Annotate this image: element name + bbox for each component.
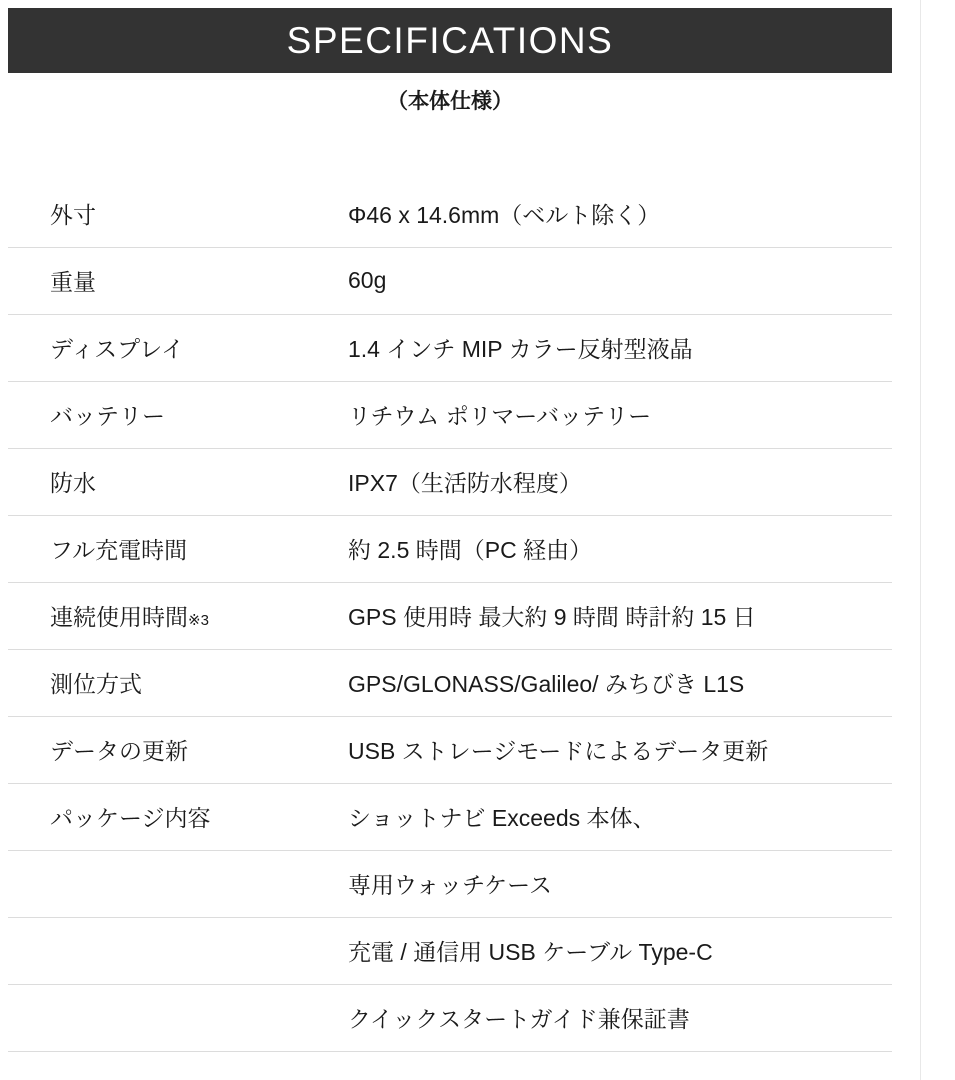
table-row: [8, 247, 892, 314]
table-row: [8, 515, 892, 582]
spec-value: 約 2.5 時間（PC 経由）: [348, 537, 593, 563]
spec-label-cell: [8, 515, 340, 582]
spec-label-cell: [8, 180, 340, 247]
spec-value: 60g: [348, 267, 387, 293]
spec-label-cell: [8, 917, 340, 984]
spec-value-cell: [340, 448, 892, 515]
page-title: SPECIFICATIONS: [286, 20, 614, 61]
spec-label: 防水: [50, 470, 96, 496]
spec-value: 専用ウォッチケース: [348, 872, 553, 898]
spec-label-note: ※3: [188, 612, 209, 629]
spec-value: USB ストレージモードによるデータ更新: [348, 738, 769, 764]
spec-value: ショットナビ Exceeds 本体、: [348, 805, 656, 831]
table-row: [8, 381, 892, 448]
spec-label-cell: [8, 381, 340, 448]
page-subtitle: （本体仕様）: [387, 90, 513, 113]
spec-label: データの更新: [50, 738, 188, 764]
specifications-header-banner: [8, 8, 892, 73]
spec-label: フル充電時間: [50, 537, 188, 563]
spec-label: 測位方式: [50, 671, 142, 697]
spec-value-cell: [340, 984, 892, 1051]
spec-label: 外寸: [50, 201, 96, 228]
spec-label-cell: [8, 448, 340, 515]
table-row: [8, 180, 892, 247]
spec-value-cell: [340, 515, 892, 582]
spec-value-cell: [340, 783, 892, 850]
table-row: [8, 984, 892, 1051]
spec-label-cell: [8, 850, 340, 917]
spec-label-cell: [8, 716, 340, 783]
spec-value: GPS/GLONASS/Galileo/ みちびき L1S: [348, 671, 745, 697]
spec-label: バッテリー: [50, 403, 165, 429]
spec-value: 充電 / 通信用 USB ケーブル Type-C: [348, 939, 713, 965]
spec-label-cell: [8, 314, 340, 381]
spec-value: クイックスタートガイド兼保証書: [348, 1006, 690, 1032]
table-row: [8, 917, 892, 984]
spec-label-cell: [8, 649, 340, 716]
table-row: [8, 716, 892, 783]
table-row: [8, 448, 892, 515]
spec-label-cell: [8, 582, 340, 649]
spec-value-cell: [340, 381, 892, 448]
spec-value: リチウム ポリマーバッテリー: [348, 403, 652, 429]
table-row: [8, 582, 892, 649]
spec-label: 連続使用時間: [50, 604, 188, 630]
spec-value: IPX7（生活防水程度）: [348, 470, 582, 496]
spec-label-cell: [8, 783, 340, 850]
spec-value: GPS 使用時 最大約 9 時間 時計約 15 日: [348, 604, 756, 630]
spec-value-cell: [340, 649, 892, 716]
spec-value-cell: [340, 716, 892, 783]
spec-label-cell: [8, 247, 340, 314]
spec-value-cell: [340, 917, 892, 984]
table-row: [8, 314, 892, 381]
spec-value-cell: [340, 247, 892, 314]
spec-label: パッケージ内容: [50, 805, 211, 831]
spec-label-cell: [8, 984, 340, 1051]
spec-value-cell: [340, 582, 892, 649]
spec-value: Φ46 x 14.6mm（ベルト除く）: [348, 201, 661, 228]
spec-label: ディスプレイ: [50, 336, 185, 362]
spec-value-cell: [340, 314, 892, 381]
specifications-table: [8, 180, 892, 1052]
spec-label: 重量: [50, 269, 96, 295]
page-right-margin: [920, 0, 955, 1080]
spec-value: 1.4 インチ MIP カラー反射型液晶: [348, 336, 693, 362]
table-row: [8, 783, 892, 850]
spec-value-cell: [340, 180, 892, 247]
spec-value-cell: [340, 850, 892, 917]
table-row: [8, 649, 892, 716]
table-row: [8, 850, 892, 917]
